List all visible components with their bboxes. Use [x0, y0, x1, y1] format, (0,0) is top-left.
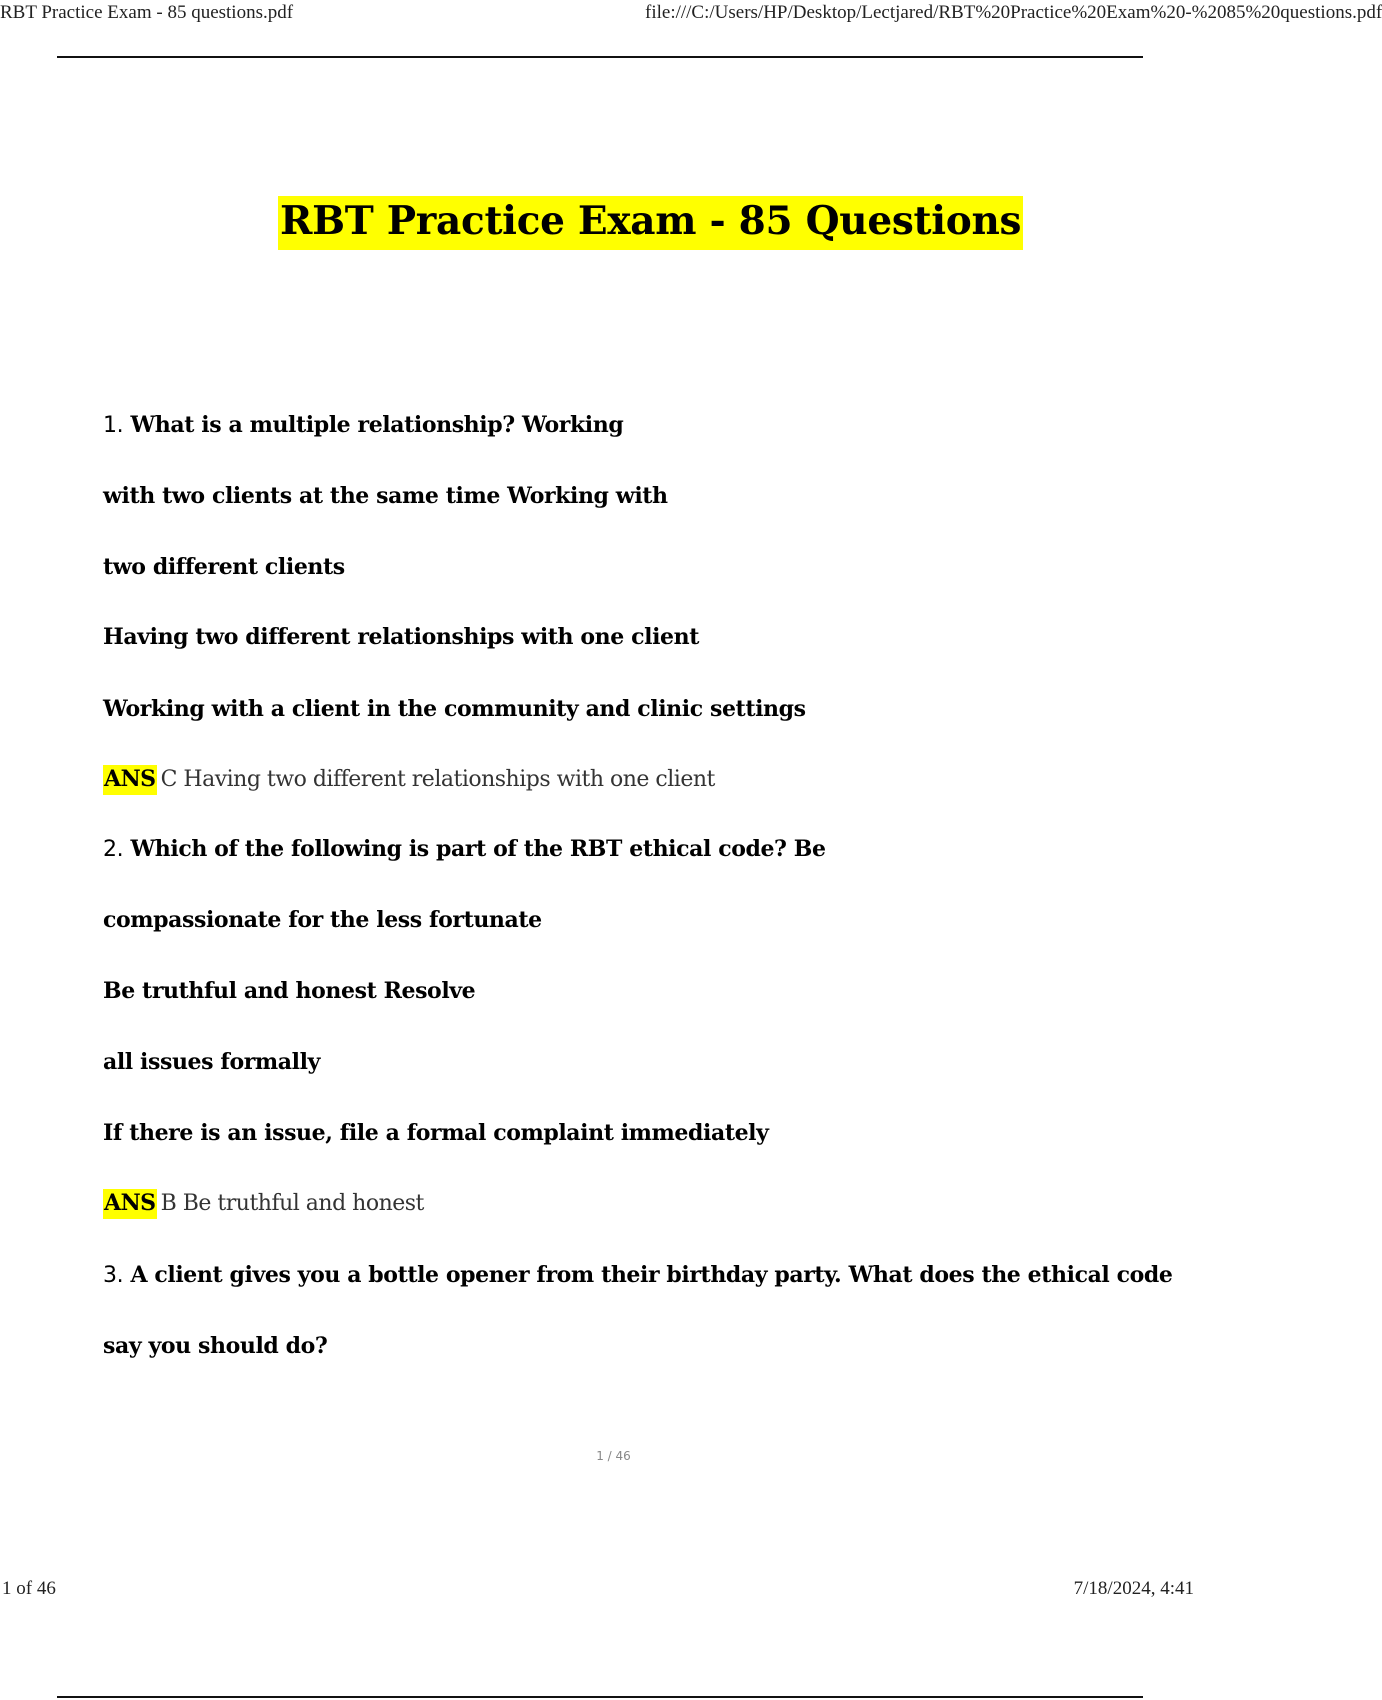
print-footer-timestamp: 7/18/2024, 4:41 [1073, 1578, 1194, 1599]
answer-1 [103, 766, 715, 792]
question-1-line-2: with two clients at the same time Working with [103, 483, 668, 509]
question-1-line-1: 1. What is a multiple relationship? Working [103, 412, 624, 438]
question-2-line-2: compassionate for the less fortunate [103, 907, 542, 933]
question-1-line-3: two different clients [103, 554, 345, 580]
ans-badge: ANS [103, 1189, 157, 1219]
question-1-line-5: Working with a client in the community and clinic settings [103, 696, 806, 722]
question-number: 3. [103, 1263, 124, 1288]
question-3-line-1: 3. A client gives you a bottle opener from their birthday party. What does the ethical code [103, 1262, 1173, 1288]
footer-rule [57, 1696, 1143, 1698]
answer-text: C Having two different relationships with one client [160, 767, 715, 792]
question-number: 2. [103, 837, 124, 862]
print-footer-page-count: 1 of 46 [2, 1578, 56, 1599]
print-header-title: RBT Practice Exam - 85 questions.pdf [0, 2, 294, 23]
page-indicator: 1 / 46 [596, 1449, 631, 1463]
question-2-line-3: Be truthful and honest Resolve [103, 978, 476, 1004]
question-2-line-5: If there is an issue, file a formal complaint immediately [103, 1120, 769, 1146]
question-number: 1. [103, 413, 124, 438]
header-rule [57, 56, 1143, 58]
question-2-line-4: all issues formally [103, 1049, 320, 1075]
print-header-path: file:///C:/Users/HP/Desktop/Lectjared/RBT%20Practice%20Exam%20-%2085%20questions.pdf [645, 2, 1382, 23]
question-1-line-4: Having two different relationships with one client [103, 624, 699, 650]
question-3-line-2: say you should do? [103, 1333, 328, 1359]
answer-2 [103, 1190, 424, 1216]
answer-text: B Be truthful and honest [160, 1191, 424, 1216]
ans-badge: ANS [103, 765, 157, 795]
page-title: RBT Practice Exam - 85 Questions [278, 196, 1023, 250]
question-2-line-1: 2. Which of the following is part of the RBT ethical code? Be [103, 836, 826, 862]
